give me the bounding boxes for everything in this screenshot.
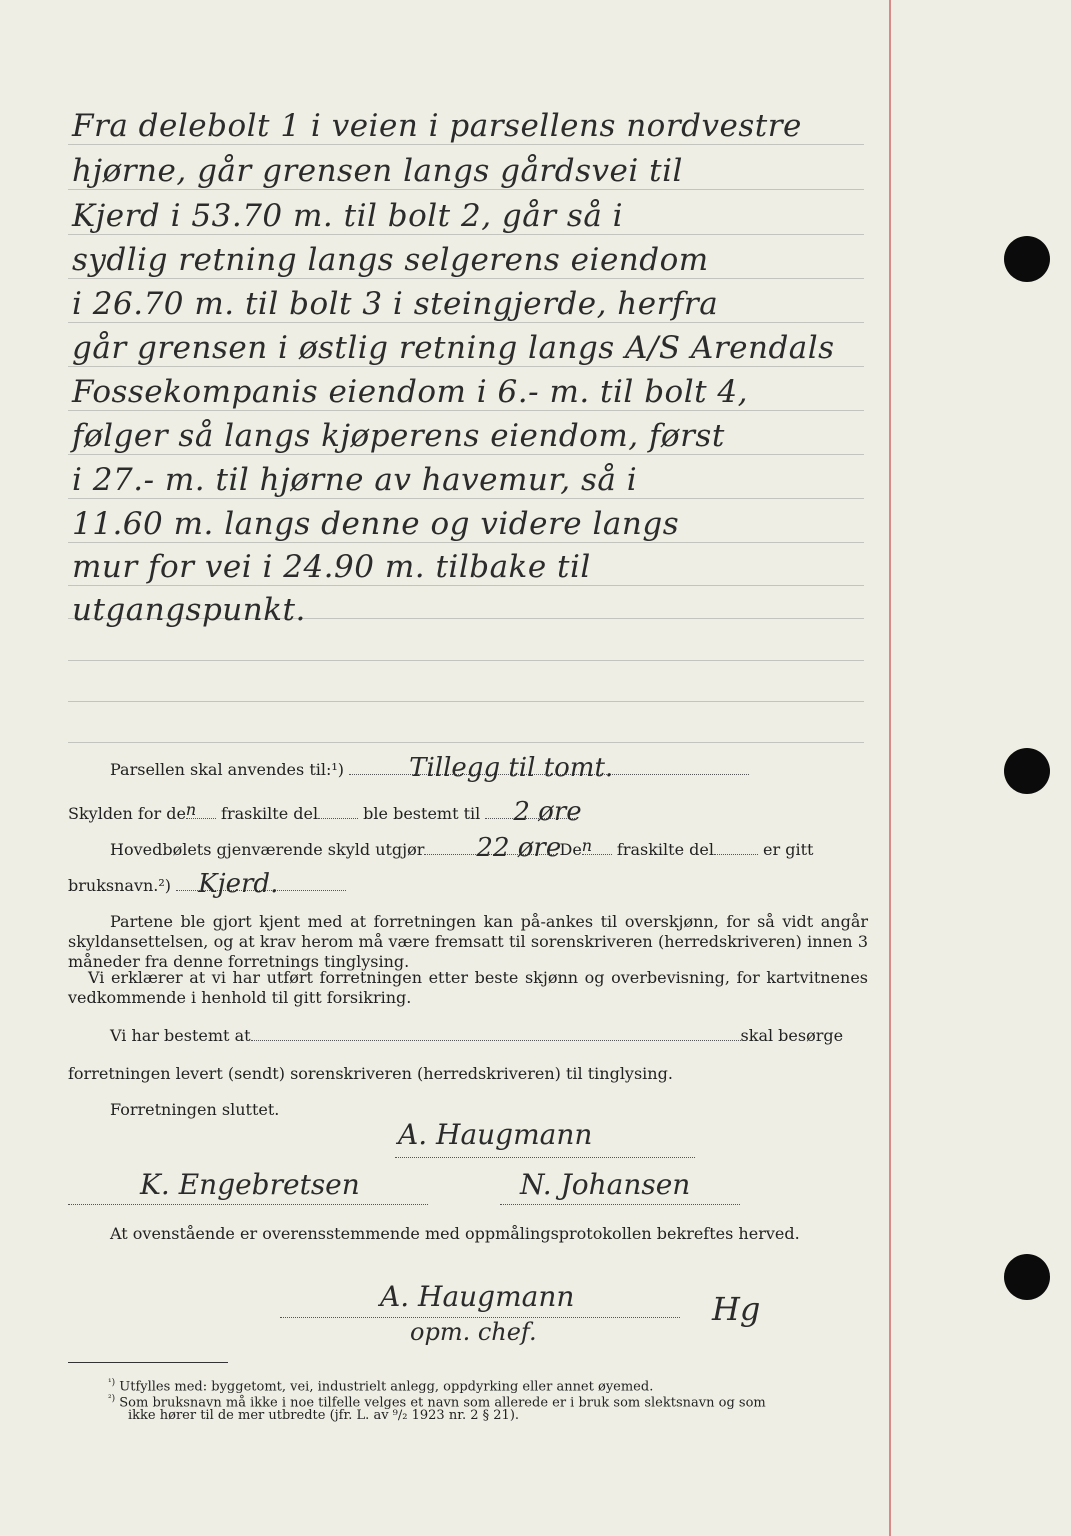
ruled-line [68, 585, 864, 586]
paragraph-levert: forretningen levert (sendt) sorenskriveren (herredskriveren) til tinglysing. [68, 1064, 673, 1083]
skyld-label-b: fraskilte del [221, 804, 319, 823]
skyld-row [68, 797, 582, 827]
bestemt-row [110, 1026, 843, 1046]
bruk-value: Kjerd. [198, 869, 279, 899]
parsel-row [110, 753, 749, 783]
footnote-2-cont: ikke hører til de mer utbredte (jfr. L. av ⁹/₂ 1923 nr. 2 § 21). [128, 1408, 520, 1423]
initials-mark: Hg [712, 1290, 761, 1328]
ruled-line [68, 234, 864, 235]
footnote-rule [68, 1362, 228, 1363]
parsel-fill-line [349, 753, 749, 783]
ruled-line [68, 498, 864, 499]
signature-haugmann-2: A. Haugmann [380, 1280, 575, 1313]
signature-haugmann-1: A. Haugmann [398, 1118, 593, 1151]
hoved-label: Hovedbølets gjenværende skyld utgjør [110, 840, 425, 859]
handwritten-line: 11.60 m. langs denne og videre langs [72, 506, 680, 542]
ruled-line [68, 366, 864, 367]
handwritten-line: i 26.70 m. til bolt 3 i steingjerde, herfra [72, 286, 719, 322]
handwritten-line: mur for vei i 24.90 m. tilbake til [72, 549, 591, 585]
handwritten-line: Fossekompanis eiendom i 6.- m. til bolt 4, [72, 374, 749, 410]
punch-hole-bottom [1004, 1254, 1050, 1300]
ruled-line [68, 542, 864, 543]
hoved-row [110, 833, 814, 863]
ruled-line [68, 144, 864, 145]
footnote-1: $^{^1)}$ Utfylles med: byggetomt, vei, industrielt anlegg, oppdyrking eller annet øyemed. [108, 1378, 654, 1395]
besorge-label: skal besørge [740, 1026, 844, 1045]
ruled-line [68, 701, 864, 702]
hoved-label-c: fraskilte del [616, 840, 714, 859]
ruled-line [68, 742, 864, 743]
skyld-value: 2 øre [513, 797, 582, 827]
signature-title: opm. chef. [410, 1318, 537, 1346]
hoved-value: 22 øre [476, 833, 562, 863]
paragraph-confirmation: At ovenstående er overensstemmende med oppmålingsprotokollen bekreftes herved. [110, 1224, 800, 1243]
signature-engebretsen: K. Engebretsen [140, 1168, 360, 1201]
bestemt-label: Vi har bestemt at [110, 1026, 251, 1045]
ruled-line [68, 278, 864, 279]
handwritten-line: sydlig retning langs selgerens eiendom [72, 242, 709, 278]
parsel-value: Tillegg til tomt. [409, 753, 614, 783]
punch-hole-top [1004, 236, 1050, 282]
ruled-line [68, 189, 864, 190]
paragraph-declaration: Vi erklærer at vi har utført forretningen etter beste skjønn og overbevisning, for kartvitnenes vedkommende i henhold til gitt forsikring. [68, 968, 868, 1007]
parsel-label: Parsellen skal anvendes til:¹) [110, 760, 345, 779]
ruled-line [68, 322, 864, 323]
signature-johansen: N. Johansen [520, 1168, 691, 1201]
bruk-row [68, 869, 346, 899]
footnote-2: $^{^2)}$ Som bruksnavn må ikke i noe tilfelle velges et navn som allerede er i bruk som slektsnavn og som [108, 1394, 766, 1411]
ruled-line [68, 660, 864, 661]
paragraph-appeal: Partene ble gjort kjent med at forretningen kan på-ankes til overskjønn, for så vidt angår skyldansettelsen, og at krav herom må være fremsatt til sorenskriveren (herredskriveren) innen 3 måneder fra denne forretnings tinglysing. [68, 912, 868, 971]
skyld-label: Skylden for de [68, 804, 186, 823]
ruled-line [68, 454, 864, 455]
handwritten-line: i 27.- m. til hjørne av havemur, så i [72, 462, 638, 498]
skyld-label-c: ble bestemt til [363, 804, 481, 823]
handwritten-line: hjørne, går grensen langs gårdsvei til [72, 153, 683, 189]
handwritten-line: Fra delebolt 1 i veien i parsellens nordvestre [72, 108, 802, 144]
bruk-label: bruksnavn.²) [68, 876, 172, 895]
hoved-label-d: er gitt [763, 840, 814, 859]
ruled-line [68, 410, 864, 411]
punch-hole-middle [1004, 748, 1050, 794]
handwritten-line-12: utgangspunkt. [72, 592, 306, 628]
handwritten-line: Kjerd i 53.70 m. til bolt 2, går så i [72, 198, 624, 234]
red-margin-line [889, 0, 891, 1536]
hoved-label-b: De [559, 840, 582, 859]
handwritten-line: følger så langs kjøperens eiendom, først [72, 418, 725, 454]
handwritten-line: går grensen i østlig retning langs A/S Arendals [72, 330, 835, 366]
paragraph-sluttet: Forretningen sluttet. [110, 1100, 280, 1119]
skyld-fill-n: n [185, 800, 197, 819]
hoved-fill-n: n [581, 836, 593, 855]
